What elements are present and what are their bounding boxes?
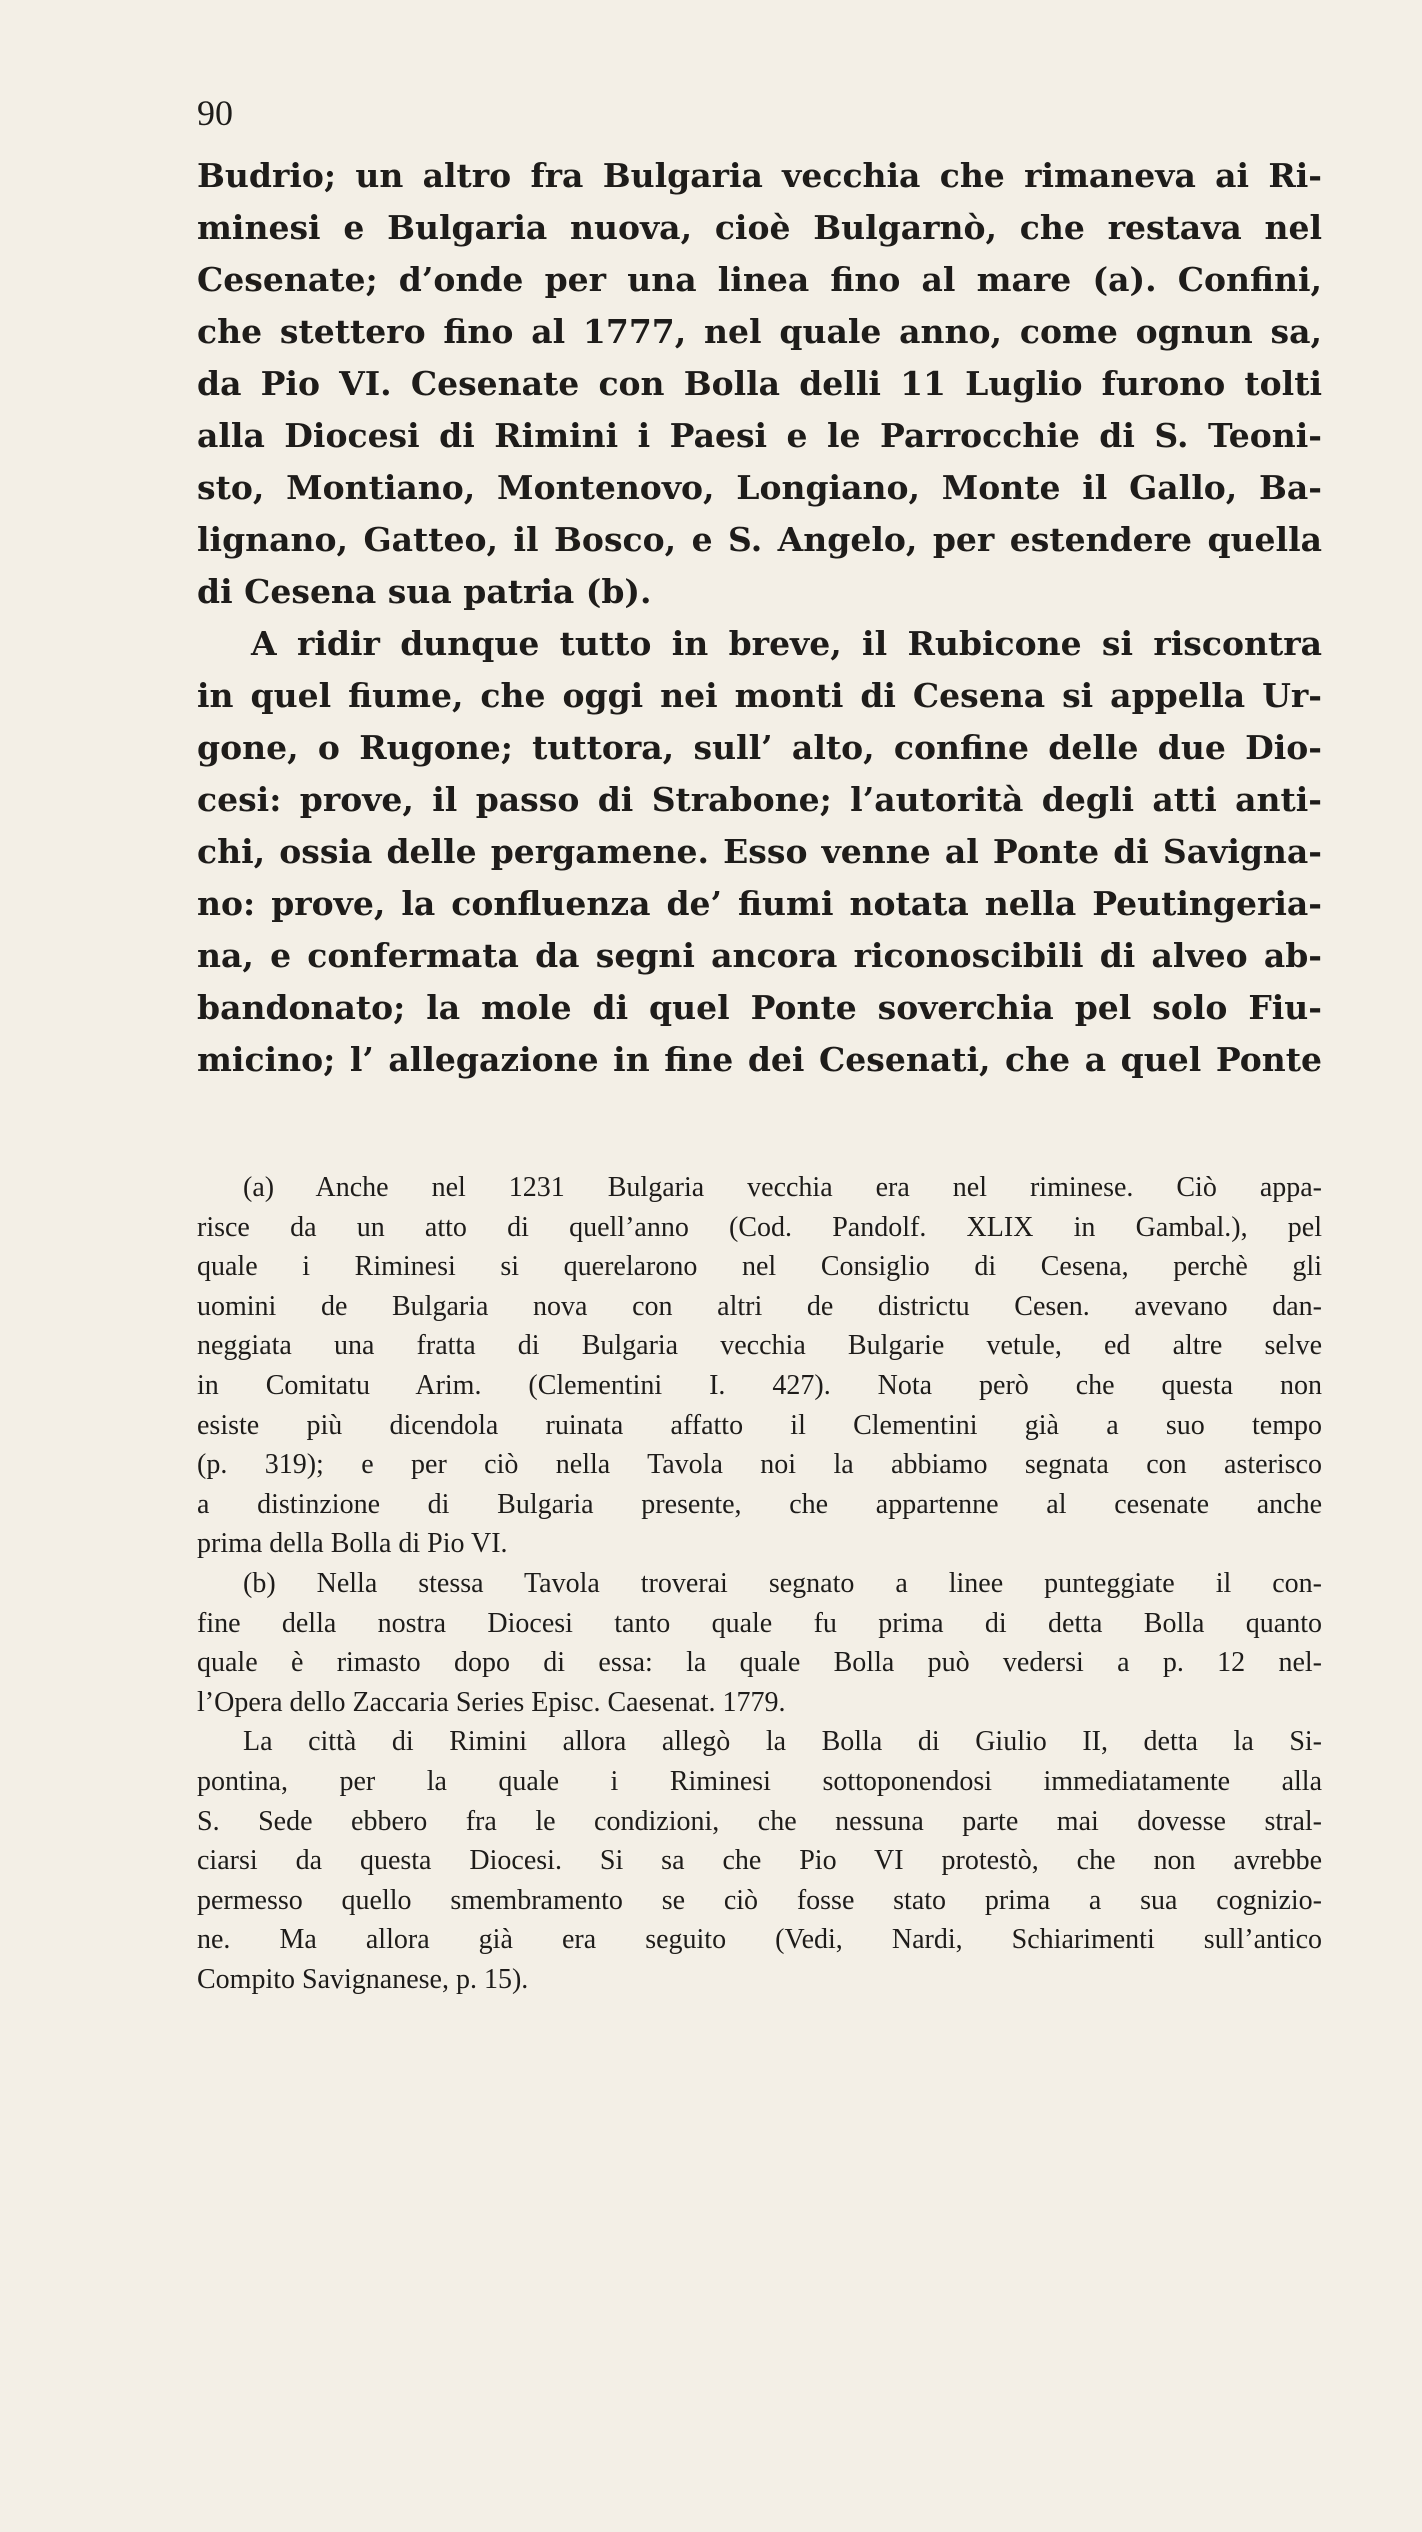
footnote-line: quale i Riminesi si querelarono nel Consiglio di Cesena, perchè gli: [197, 1251, 1322, 1283]
footnote-line: pontina, per la quale i Riminesi sottoponendosi immediatamente alla: [197, 1765, 1322, 1797]
main-line: alla Diocesi di Rimini i Paesi e le Parrocchie di S. Teoni-: [197, 416, 1322, 455]
main-line: bandonato; la mole di quel Ponte soverchia pel solo Fiu-: [197, 988, 1322, 1027]
main-line: in quel fiume, che oggi nei monti di Cesena si appella Ur-: [197, 676, 1322, 715]
main-line: A ridir dunque tutto in breve, il Rubicone si riscontra: [251, 624, 1322, 663]
footnote-line: prima della Bolla di Pio VI.: [197, 1528, 508, 1560]
footnote-line: fine della nostra Diocesi tanto quale fu prima di detta Bolla quanto: [197, 1607, 1322, 1639]
main-line: minesi e Bulgaria nuova, cioè Bulgarnò, che restava nel: [197, 208, 1322, 247]
footnote-line: quale è rimasto dopo di essa: la quale Bolla può vedersi a p. 12 nel-: [197, 1647, 1322, 1679]
page-number: 90: [197, 93, 233, 133]
footnote-line: in Comitatu Arim. (Clementini I. 427). Nota però che questa non: [197, 1369, 1322, 1401]
footnote-a: [197, 1168, 1322, 1564]
main-line: na, e confermata da segni ancora riconoscibili di alveo ab-: [197, 936, 1322, 975]
footnote-line: a distinzione di Bulgaria presente, che appartenne al cesenate anche: [197, 1488, 1322, 1520]
main-line: di Cesena sua patria (b).: [197, 572, 652, 611]
main-line: Cesenate; d’onde per una linea fino al mare (a). Confini,: [197, 260, 1322, 299]
footnote-line: S. Sede ebbero fra le condizioni, che nessuna parte mai dovesse stral-: [197, 1805, 1322, 1837]
footnote-line: ciarsi da questa Diocesi. Si sa che Pio VI protestò, che non avrebbe: [197, 1845, 1322, 1877]
main-text: [197, 150, 1322, 1086]
footnote-continuation: [197, 1722, 1322, 1999]
footnote-line: La città di Rimini allora allegò la Bolla di Giulio II, detta la Si-: [243, 1726, 1322, 1758]
footnote-line: (p. 319); e per ciò nella Tavola noi la abbiamo segnata con asterisco: [197, 1449, 1322, 1481]
main-line: gone, o Rugone; tuttora, sull’ alto, confine delle due Dio-: [197, 728, 1322, 767]
footnote-line: (a) Anche nel 1231 Bulgaria vecchia era nel riminese. Ciò appa-: [243, 1172, 1322, 1203]
main-line: da Pio VI. Cesenate con Bolla delli 11 Luglio furono tolti: [197, 364, 1322, 403]
main-line: che stettero fino al 1777, nel quale anno, come ognun sa,: [197, 312, 1322, 351]
footnote-line: ne. Ma allora già era seguito (Vedi, Nardi, Schiarimenti sull’antico: [197, 1924, 1322, 1956]
footnote-line: Compito Savignanese, p. 15).: [197, 1963, 529, 1995]
footnotes: [197, 1168, 1322, 1999]
main-line: micino; l’ allegazione in fine dei Cesenati, che a quel Ponte: [197, 1040, 1322, 1079]
main-line: lignano, Gatteo, il Bosco, e S. Angelo, per estendere quella: [197, 520, 1322, 559]
footnote-line: uomini de Bulgaria nova con altri de districtu Cesen. avevano dan-: [197, 1290, 1322, 1322]
footnote-line: risce da un atto di quell’anno (Cod. Pandolf. XLIX in Gambal.), pel: [197, 1211, 1322, 1243]
main-line: cesi: prove, il passo di Strabone; l’autorità degli atti anti-: [197, 780, 1322, 819]
footnote-line: (b) Nella stessa Tavola troverai segnato a linee punteggiate il con-: [243, 1567, 1322, 1599]
footnote-line: neggiata una fratta di Bulgaria vecchia Bulgarie vetule, ed altre selve: [197, 1330, 1322, 1362]
footnote-line: esiste più dicendola ruinata affatto il Clementini già a suo tempo: [197, 1409, 1322, 1441]
footnote-line: permesso quello smembramento se ciò fosse stato prima a sua cognizio-: [197, 1884, 1322, 1916]
footnote-line: l’Opera dello Zaccaria Series Episc. Caesenat. 1779.: [197, 1686, 786, 1718]
main-line: chi, ossia delle pergamene. Esso venne al Ponte di Savigna-: [197, 832, 1322, 871]
main-line: sto, Montiano, Montenovo, Longiano, Monte il Gallo, Ba-: [197, 468, 1322, 507]
main-line: no: prove, la confluenza de’ fiumi notata nella Peutingeria-: [197, 884, 1322, 923]
main-line: Budrio; un altro fra Bulgaria vecchia che rimaneva ai Ri-: [197, 156, 1322, 195]
footnote-b: [197, 1564, 1322, 1722]
